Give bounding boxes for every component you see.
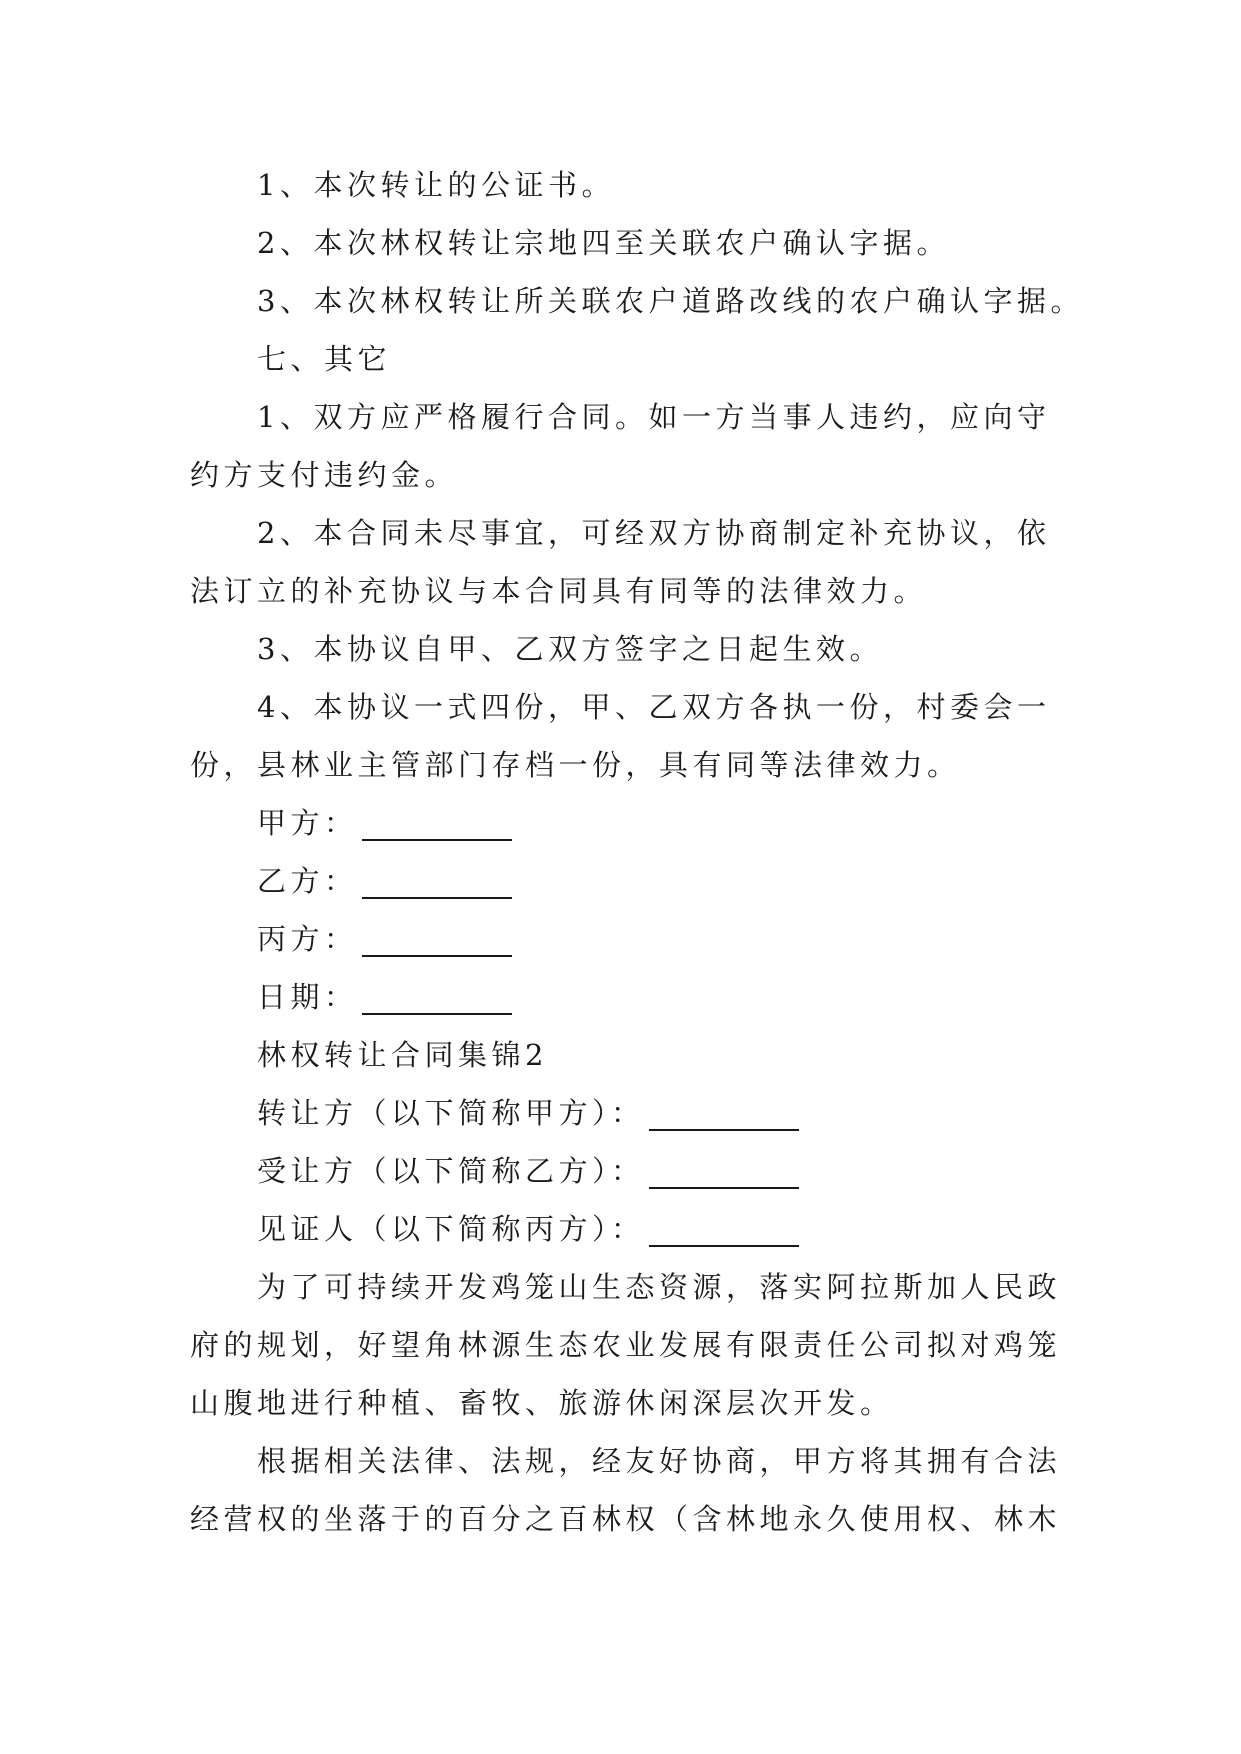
party-blank[interactable] — [649, 1095, 799, 1131]
body-line: 山腹地进行种植、畜牧、旅游休闲深层次开发。 — [190, 1386, 894, 1420]
text-line: 2、本次林权转让宗地四至关联农户确认字据。 — [257, 226, 950, 260]
signature-label: 日期： — [257, 980, 358, 1014]
text-line: 1、双方应严格履行合同。如一方当事人违约，应向守 — [257, 400, 1051, 434]
text-line: 1、本次转让的公证书。 — [257, 168, 615, 202]
party-label: 受让方（以下简称乙方）： — [257, 1154, 645, 1188]
signature-label: 乙方： — [257, 864, 358, 898]
section-title: 林权转让合同集锦2 — [257, 1038, 548, 1072]
body-line: 府的规划，好望角林源生态农业发展有限责任公司拟对鸡笼 — [190, 1328, 1062, 1362]
signature-label: 丙方： — [257, 922, 358, 956]
document-page — [190, 156, 1084, 1548]
body-line: 经营权的坐落于的百分之百林权（含林地永久使用权、林木 — [190, 1502, 1062, 1536]
text-line: 约方支付违约金。 — [190, 458, 459, 492]
text-line: 3、本次林权转让所关联农户道路改线的农户确认字据。 — [257, 284, 1084, 318]
text-line: 份，县林业主管部门存档一份，具有同等法律效力。 — [190, 748, 961, 782]
signature-party-c — [190, 910, 1060, 968]
body-line: 根据相关法律、法规，经友好协商，甲方将其拥有合法 — [257, 1444, 1062, 1478]
party-label: 转让方（以下简称甲方）： — [257, 1096, 645, 1130]
signature-label: 甲方： — [257, 806, 358, 840]
body-line: 为了可持续开发鸡笼山生态资源，落实阿拉斯加人民政 — [257, 1270, 1062, 1304]
party-witness — [190, 1200, 1060, 1258]
party-transferor — [190, 1084, 1060, 1142]
signature-blank[interactable] — [362, 863, 512, 899]
signature-party-b — [190, 852, 1060, 910]
party-label: 见证人（以下简称丙方）： — [257, 1212, 645, 1246]
text-line: 3、本协议自甲、乙双方签字之日起生效。 — [257, 632, 883, 666]
text-line: 法订立的补充协议与本合同具有同等的法律效力。 — [190, 574, 928, 608]
party-blank[interactable] — [649, 1153, 799, 1189]
signature-party-a — [190, 794, 1060, 852]
signature-blank[interactable] — [362, 805, 512, 841]
text-line: 4、本协议一式四份，甲、乙双方各执一份，村委会一 — [257, 690, 1051, 724]
signature-date — [190, 968, 1060, 1026]
party-transferee — [190, 1142, 1060, 1200]
party-blank[interactable] — [649, 1211, 799, 1247]
section-heading: 七、其它 — [257, 342, 392, 376]
signature-blank[interactable] — [362, 921, 512, 957]
signature-blank[interactable] — [362, 979, 512, 1015]
text-line: 2、本合同未尽事宜，可经双方协商制定补充协议，依 — [257, 516, 1051, 550]
